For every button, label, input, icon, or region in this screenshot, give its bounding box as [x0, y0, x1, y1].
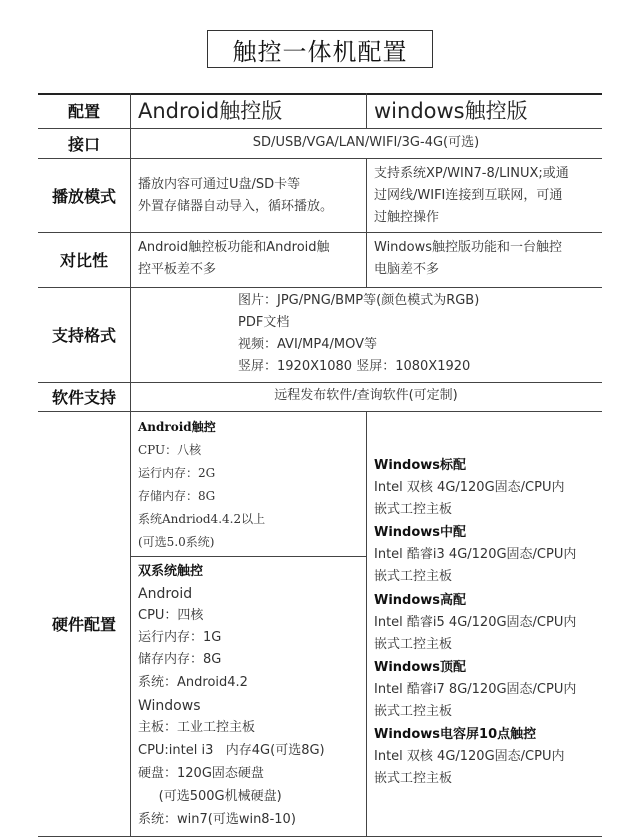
- windows-config-line: Intel 酷睿i5 4G/120G固态/CPU内: [374, 615, 577, 630]
- compare-windows-line: 电脑差不多: [374, 262, 440, 277]
- playback-windows-line: 支持系统XP/WIN7-8/LINUX;或通: [374, 166, 569, 181]
- page-title: 触控一体机配置: [207, 30, 433, 68]
- windows-config-title: Windows中配: [374, 525, 467, 540]
- hardware-label: 硬件配置: [51, 615, 116, 634]
- windows-config-line: 嵌式工控主板: [374, 771, 453, 786]
- hardware-dual-android-line: 运行内存：1G: [138, 630, 222, 645]
- hardware-dual-windows-line: CPU:intel i3 内存4G(可选8G): [138, 743, 325, 758]
- windows-config-line: 嵌式工控主板: [374, 569, 453, 584]
- hardware-android-line: CPU：八核: [138, 443, 202, 457]
- windows-config-line: Intel 双核 4G/120G固态/CPU内: [374, 749, 565, 764]
- column-divider: [366, 158, 367, 287]
- hardware-android-line: 运行内存：2G: [138, 466, 216, 480]
- hardware-android-line: 系统Andriod4.4.2以上: [138, 512, 266, 526]
- label-column-divider: [130, 93, 131, 836]
- windows-config-line: Intel 酷睿i3 4G/120G固态/CPU内: [374, 547, 577, 562]
- header-android: Android触控版: [138, 99, 283, 123]
- column-divider: [366, 411, 367, 836]
- hardware-dual-android-line: 系统：Android4.2: [138, 675, 248, 690]
- playback-android-line: 播放内容可通过U盘/SD卡等: [138, 177, 301, 192]
- windows-config-line: 嵌式工控主板: [374, 637, 453, 652]
- hardware-inner-divider: [130, 556, 366, 557]
- formats-line: 竖屏：1920X1080 竖屏：1080X1920: [238, 359, 471, 374]
- hardware-dual-windows-line: 主板：工业工控主板: [138, 720, 256, 735]
- playback-android-line: 外置存储器自动导入，循环播放。: [138, 199, 334, 214]
- compare-label: 对比性: [59, 251, 108, 270]
- table-bottom-border: [38, 836, 602, 837]
- hardware-dual-windows-title: Windows: [138, 698, 201, 714]
- hardware-dual-windows-line: 系统：win7(可选win8-10): [138, 812, 296, 827]
- compare-android-line: 控平板差不多: [138, 262, 217, 277]
- playback-windows-line: 过网线/WIFI连接到互联网，可通: [374, 188, 563, 203]
- hardware-dual-windows-line: (可选500G机械硬盘): [138, 789, 282, 804]
- hardware-dual-android-line: 储存内存：8G: [138, 652, 222, 667]
- hardware-dual-android-line: CPU：四核: [138, 608, 204, 623]
- compare-android-line: Android触控板功能和Android触: [138, 240, 330, 255]
- interface-label: 接口: [67, 134, 100, 154]
- compare-windows-line: Windows触控版功能和一台触控: [374, 240, 563, 255]
- windows-config-title: Windows顶配: [374, 660, 467, 675]
- playback-label: 播放模式: [51, 186, 116, 206]
- windows-config-title: Windows标配: [374, 458, 467, 473]
- playback-windows-line: 过触控操作: [374, 210, 440, 225]
- hardware-dual-windows-line: 硬盘：120G固态硬盘: [138, 766, 264, 781]
- header-windows: windows触控版: [374, 99, 528, 123]
- formats-label: 支持格式: [51, 326, 116, 345]
- formats-line: 视频：AVI/MP4/MOV等: [238, 337, 377, 352]
- windows-config-line: 嵌式工控主板: [374, 502, 453, 517]
- windows-config-title: Windows高配: [374, 593, 467, 608]
- hardware-dual-title: 双系统触控: [138, 564, 204, 579]
- hardware-android-line: (可选5.0系统): [138, 535, 215, 549]
- windows-config-line: Intel 酷睿i7 8G/120G固态/CPU内: [374, 682, 577, 697]
- windows-config-title: Windows电容屏10点触控: [374, 727, 537, 742]
- windows-config-line: Intel 双核 4G/120G固态/CPU内: [374, 480, 565, 495]
- software-label: 软件支持: [51, 388, 116, 407]
- hardware-android-title: Android触控: [138, 420, 216, 434]
- header-label: 配置: [67, 102, 100, 121]
- hardware-android-line: 存储内存：8G: [138, 489, 216, 503]
- hardware-dual-android-title: Android: [138, 586, 193, 602]
- formats-line: 图片：JPG/PNG/BMP等(颜色模式为RGB): [238, 293, 480, 308]
- windows-config-line: 嵌式工控主板: [374, 704, 453, 719]
- interface-value: SD/USB/VGA/LAN/WIFI/3G-4G(可选): [252, 135, 480, 150]
- column-divider: [366, 93, 367, 128]
- software-value: 远程发布软件/查询软件(可定制): [274, 388, 458, 403]
- formats-line: PDF文档: [238, 315, 290, 330]
